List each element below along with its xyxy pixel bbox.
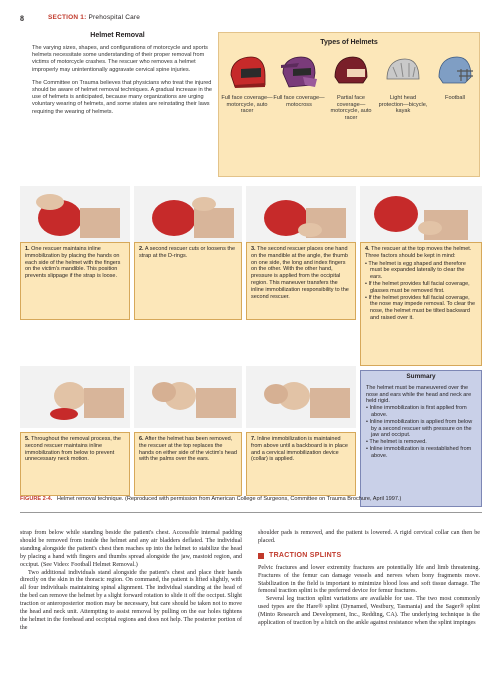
caption-divider bbox=[20, 512, 482, 513]
step-2-number: 2. bbox=[139, 246, 144, 252]
traction-splints-heading-text: TRACTION SPLINTS bbox=[269, 551, 342, 559]
step-1-photo bbox=[20, 186, 130, 248]
summary-bullets bbox=[366, 405, 476, 459]
step-6-text: After the helmet has been removed, the rescuer at the top replaces the hands on either side of the victim's head with the palms over the ears. bbox=[139, 436, 237, 463]
body-paragraph: Two additional individuals stand alongside the patient's chest and place their hands directly on the skin in the thoracic region. On command, the patient is lifted slightly, with all four individuals maintaining spinal alignment. The individual standing at the head of the bed can remove the helmet by a slight forward rotation to slide it off the occiput. Slight traction or anteroposterior motion may be necessary, but care should be taken not to move the head and neck unit. Attempting to assist removal by pulling on the ear holes tightens the helmet in the forehead and occipital regions and does not help. The posterior portion of the bbox=[20, 569, 242, 631]
step-5-photo bbox=[20, 366, 130, 428]
figure-label: FIGURE 2-4. bbox=[20, 496, 53, 502]
body-paragraph: strap from below while standing beside the patient's chest. Accessible internal padding should be removed from inside the helmet and any air bladders deflated. The individual standing alongside the patient's chest then reaches up into the helmet to stabilize the head by placing a hand with fingers and thumbs spread alongside the jaw, mastoid region, and occiput. (See Video: Football Helmet Removal.) bbox=[20, 530, 242, 568]
summary-intro: The helmet must be maneuvered over the nose and ears while the head and neck are held rigid. bbox=[366, 384, 472, 405]
step-3-photo bbox=[246, 186, 356, 248]
helmet-types-row bbox=[219, 51, 481, 171]
step-7-photo bbox=[246, 366, 356, 428]
step-3-box bbox=[246, 242, 356, 320]
step-4-illustration bbox=[360, 186, 482, 248]
helmet-type-motocross bbox=[273, 51, 325, 108]
full-face-helmet-icon bbox=[227, 55, 267, 91]
step-6-photo bbox=[134, 366, 242, 428]
bicycle-helmet-icon bbox=[383, 55, 423, 91]
step-5-number: 5. bbox=[25, 436, 30, 442]
step-3-illustration bbox=[246, 186, 356, 248]
summary-bullet: • Inline immobilization is reestablished from above. bbox=[366, 446, 476, 460]
helmet-type-light-head bbox=[377, 51, 429, 115]
step-7-text: Inline immobilization is maintained from above until a backboard is in place and a cervical immobilization device (collar) is applied. bbox=[251, 436, 348, 463]
running-header bbox=[20, 10, 480, 26]
step-1-box bbox=[20, 242, 130, 320]
section-name: Prehospital Care bbox=[88, 14, 141, 21]
helmet-caption-3: Partial face coverage—motorcycle, auto racer bbox=[330, 95, 372, 121]
step-7-illustration bbox=[246, 366, 356, 428]
section-square-icon bbox=[258, 553, 264, 559]
step-4-text: The rescuer at the top moves the helmet. Three factors should be kept in mind: bbox=[365, 246, 472, 259]
partial-face-helmet-icon bbox=[331, 55, 371, 91]
step-2-photo bbox=[134, 186, 242, 248]
step-2-text: A second rescuer cuts or loosens the strap at the D-rings. bbox=[139, 246, 236, 259]
helmet-caption-5: Football bbox=[445, 95, 465, 101]
body-paragraph: shoulder pads is removed, and the patient is lowered. A rigid cervical collar can then be placed. bbox=[258, 530, 480, 544]
summary-bullet: • Inline immobilization is applied from below by a second rescuer with pressure on the jaw and occiput. bbox=[366, 419, 476, 439]
step-4-photo bbox=[360, 186, 482, 248]
body-paragraph: Pelvic fractures and lower extremity fractures are potentially life and limb threatening. Fractures of the femur can damage vessels and nerves when bony fragments move. Stabilization in the field is important to minimize blood loss and soft tissue damage. The femoral traction splint is the preferred device for femur fractures. bbox=[258, 564, 480, 595]
types-of-helmets-title: Types of Helmets bbox=[320, 39, 378, 46]
football-helmet-icon bbox=[435, 55, 475, 91]
body-column-right bbox=[258, 530, 480, 628]
step-2-box bbox=[134, 242, 242, 320]
helmet-type-football bbox=[429, 51, 481, 102]
helmet-caption-1: Full face coverage—motorcycle, auto racer bbox=[221, 95, 273, 115]
summary-title: Summary bbox=[406, 373, 436, 380]
figure-2-4 bbox=[20, 28, 482, 490]
helmet-removal-intro bbox=[20, 28, 215, 188]
step-4-bullet: • If the helmet provides full facial coverage, the nose may impede removal. To clear the nose, the helmet must be tilted backward and raised over it. bbox=[365, 295, 477, 322]
step-1-number: 1. bbox=[25, 246, 30, 252]
helmet-removal-para-2: The Committee on Trauma believes that physicians who treat the injured should be aware of helmet removal techniques. A gradual increase in the use of helmets is anticipated, because many organizations are urging voluntary wearing of helmets, and some states are reinstating their laws requiring the wearing of helmets. bbox=[32, 79, 213, 115]
summary-bullet: • Inline immobilization is first applied from above. bbox=[366, 405, 476, 419]
step-6-illustration bbox=[134, 366, 242, 428]
figure-caption bbox=[20, 496, 480, 502]
step-5-illustration bbox=[20, 366, 130, 428]
section-label: SECTION 1: bbox=[48, 14, 87, 21]
step-3-text: The second rescuer places one hand on the mandible at the angle, the thumb on one side, the long and index fingers on the other. With the other hand, pressure is applied from the occipital region. This maneuver transfers the inline immobilization responsibility to the second rescuer. bbox=[251, 246, 349, 300]
types-of-helmets-box bbox=[218, 32, 480, 177]
traction-splints-heading bbox=[258, 552, 480, 560]
step-5-box bbox=[20, 432, 130, 496]
figure-caption-text: Helmet removal technique. (Reproduced with permission from American College of Surgeons, Committee on Trauma Brochure, April 1997.) bbox=[56, 496, 402, 502]
step-4-number: 4. bbox=[365, 246, 370, 252]
helmet-removal-para-1: The varying sizes, shapes, and configurations of motorcycle and sports helmets necessitate some understanding of their proper removal from victims of motorcycle crashes. The rescuer who removes a helmet improperly may unintentionally aggravate cervical spine injuries. bbox=[32, 45, 208, 73]
step-2-illustration bbox=[134, 186, 242, 248]
summary-bullet: • The helmet is removed. bbox=[366, 439, 476, 446]
motocross-helmet-icon bbox=[279, 55, 319, 91]
step-1-illustration bbox=[20, 186, 130, 248]
step-6-number: 6. bbox=[139, 436, 144, 442]
step-7-box bbox=[246, 432, 356, 496]
body-column-left bbox=[20, 530, 242, 633]
helmet-type-full-face-motorcycle bbox=[221, 51, 273, 115]
helmet-type-partial-face bbox=[325, 51, 377, 121]
step-4-bullet: • If the helmet provides full facial coverage, glasses must be removed first. bbox=[365, 281, 477, 295]
step-1-text: One rescuer maintains inline immobilization by placing the hands on each side of the helmet with the fingers on the victim's mandible. This position prevents slippage if the strap is loose. bbox=[25, 246, 121, 280]
page-number: 8 bbox=[20, 14, 24, 23]
body-paragraph: Several leg traction splint variations are available for use. The two most commonly used types are the Hare® splint (Dynamed, Westbury, Tasmania) and the Sager® splint (Minto Research and Development, Inc., Redding, CA). The underlying technique is the application of traction by a hitch on the ankle against resistance when the splint impinges bbox=[258, 596, 480, 627]
step-4-bullets bbox=[365, 261, 477, 322]
step-4-bullet: • The helmet is egg shaped and therefore must be expanded laterally to clear the ears. bbox=[365, 261, 477, 281]
helmet-caption-2: Full face coverage—motocross bbox=[273, 95, 325, 108]
step-6-box bbox=[134, 432, 242, 496]
helmet-caption-4: Light head protection—bicycle, kayak bbox=[378, 95, 428, 115]
section-title bbox=[48, 14, 140, 21]
helmet-removal-title: Helmet Removal bbox=[90, 32, 145, 39]
step-5-text: Throughout the removal process, the second rescuer maintains inline immobilization from below to prevent unnecessary neck motion. bbox=[25, 436, 121, 463]
step-3-number: 3. bbox=[251, 246, 256, 252]
step-7-number: 7. bbox=[251, 436, 256, 442]
summary-box bbox=[360, 370, 482, 507]
step-4-box bbox=[360, 242, 482, 366]
